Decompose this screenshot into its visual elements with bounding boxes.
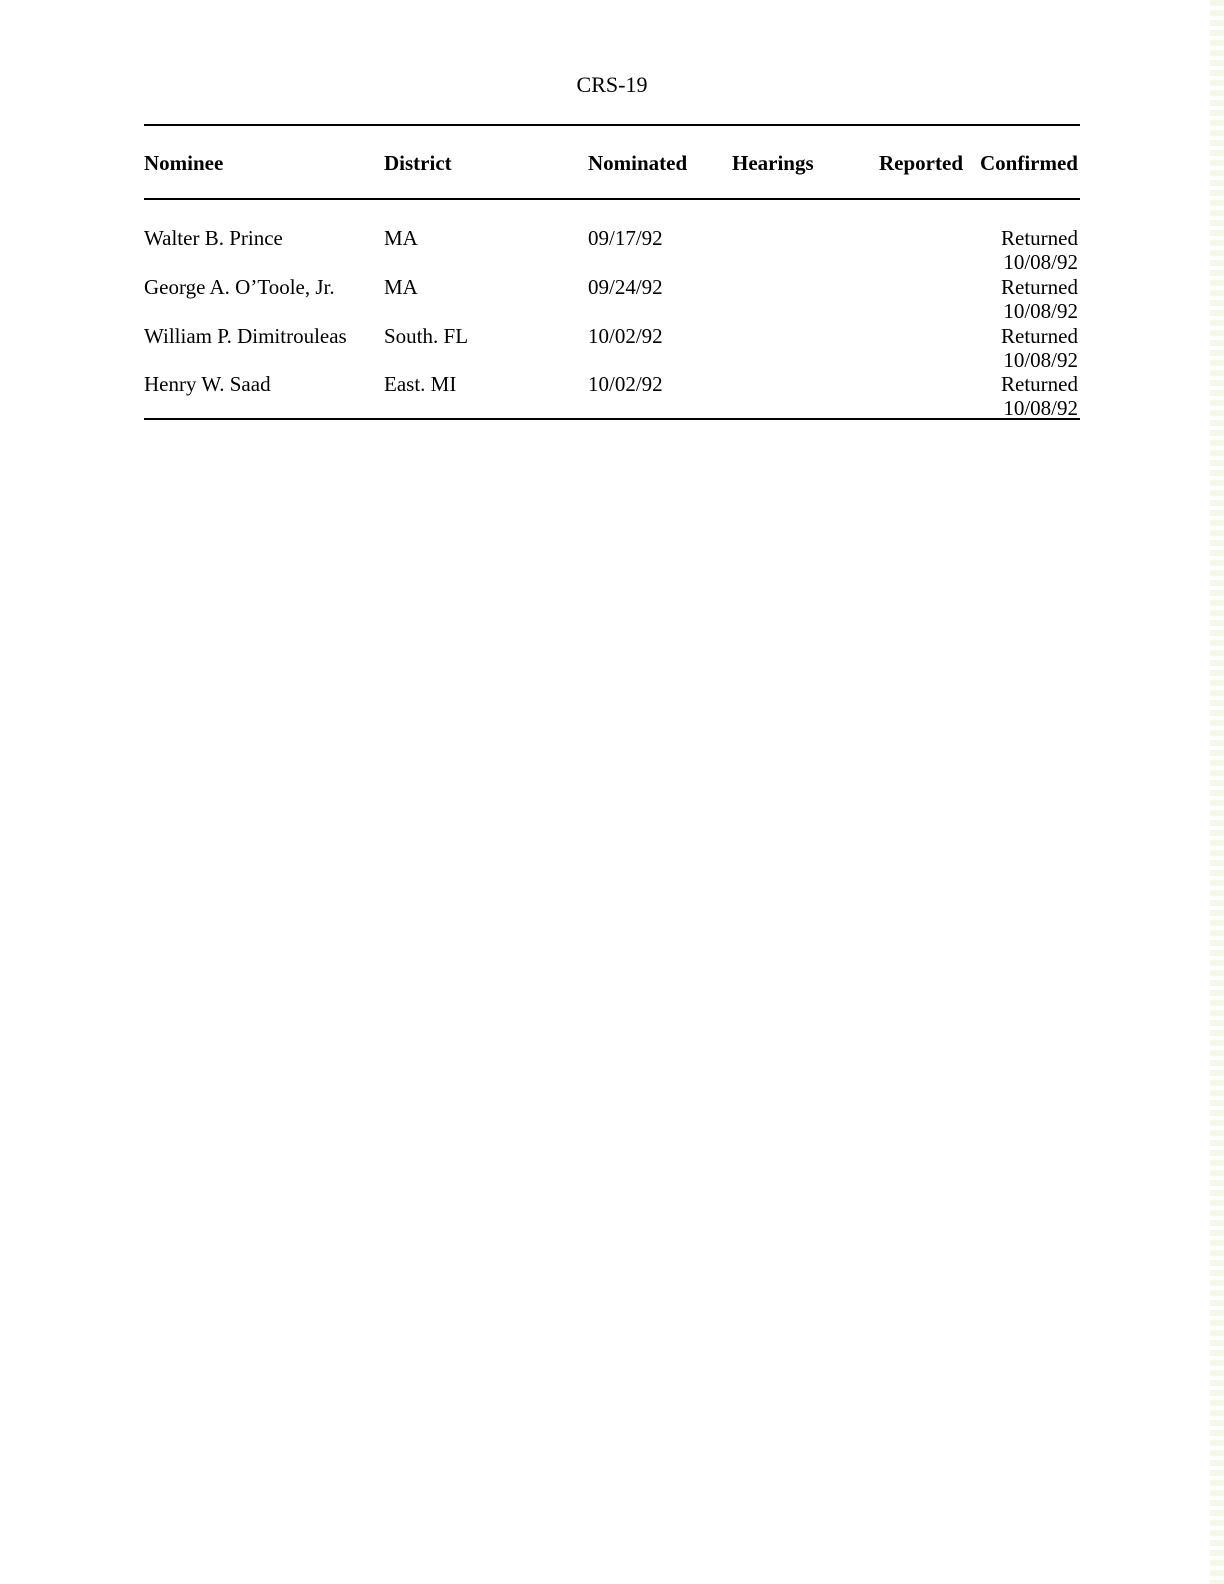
cell-confirmed-status: Returned	[1001, 275, 1078, 299]
cell-nominated: 09/17/92	[588, 226, 663, 250]
cell-nominated: 10/02/92	[588, 372, 663, 396]
header-confirmed: Confirmed	[980, 151, 1078, 175]
header-nominated: Nominated	[588, 151, 688, 175]
cell-district: MA	[384, 226, 418, 250]
cell-nominee: William P. Dimitrouleas	[144, 324, 347, 348]
scan-page-edge	[1210, 0, 1224, 1584]
cell-confirmed-date: 10/08/92	[1003, 348, 1078, 372]
table-body	[144, 200, 1080, 418]
cell-confirmed-status: Returned	[1001, 324, 1078, 348]
cell-confirmed	[1001, 324, 1078, 372]
cell-confirmed-status: Returned	[1001, 226, 1078, 250]
header-nominee: Nominee	[144, 151, 224, 175]
page-header: CRS-19	[576, 72, 648, 97]
cell-district: East. MI	[384, 372, 457, 396]
table-header-row	[144, 126, 1080, 198]
cell-confirmed	[1001, 372, 1078, 420]
table-row	[144, 226, 1080, 274]
cell-confirmed-status: Returned	[1001, 372, 1078, 396]
table-row	[144, 275, 1080, 323]
cell-confirmed-date: 10/08/92	[1003, 396, 1078, 420]
cell-confirmed-date: 10/08/92	[1003, 299, 1078, 323]
cell-nominee: Walter B. Prince	[144, 226, 283, 250]
table-row	[144, 372, 1080, 420]
cell-confirmed	[1001, 226, 1078, 274]
header-hearings: Hearings	[732, 151, 814, 175]
cell-nominated: 10/02/92	[588, 324, 663, 348]
table-row	[144, 324, 1080, 372]
header-reported: Reported	[879, 151, 963, 175]
nominations-table	[144, 124, 1080, 420]
cell-confirmed-date: 10/08/92	[1003, 250, 1078, 274]
cell-nominated: 09/24/92	[588, 275, 663, 299]
header-district: District	[384, 151, 452, 175]
cell-confirmed	[1001, 275, 1078, 323]
cell-nominee: Henry W. Saad	[144, 372, 271, 396]
cell-district: MA	[384, 275, 418, 299]
cell-district: South. FL	[384, 324, 469, 348]
cell-nominee: George A. O’Toole, Jr.	[144, 275, 335, 299]
